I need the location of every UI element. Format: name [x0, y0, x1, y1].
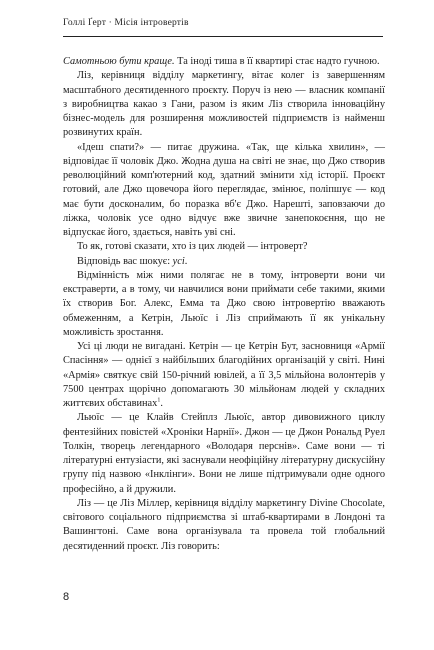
paragraph-6-tail: . — [160, 398, 163, 409]
paragraph-5: Відмінність між ними полягає не в тому, інтроверти вони чи екстраверти, а в тому, чи навчилися вони приймати себе такими, якими їх створив Бог. Алекс, Емма та Джо свою інтровертію вважають обмеженням, а Кетрін, Льюїс і Ліз сприймають її як унікальну можливість зростання. — [63, 269, 385, 338]
paragraph-8: Ліз — це Ліз Міллер, керівниця відділу маркетингу Divine Chocolate, світового соціального підприємства зі штаб-квартирами в Лондоні та Вашингтоні. Саме вона організувала та провела той глобальний десятиденний проєкт. Ліз говорить: — [63, 497, 385, 552]
paragraph-7: Льюїс — це Клайв Стейплз Льюїс, автор дивовижного циклу фентезійних повістей «Хроніки Нарнії». Джон — це Джон Рональд Руел Толкін, творець легендарного «Володаря перснів». Саме вони — ті літературні ентузіасти, які заснували неофіційну літературну дискусійну групу під назвою «Інклінги». Вони не лише підтримували одне одного професійно, а й дружили. — [63, 412, 385, 495]
running-head: Голлі Ґерт · Місія інтровертів — [63, 18, 189, 28]
header-rule — [63, 36, 383, 37]
paragraph-4-tail: . — [184, 255, 188, 267]
paragraph-0-rest: Та іноді тиша в її квартирі стає надто гучною. — [174, 56, 380, 67]
paragraph-6-body: Усі ці люди не вигадані. Кетрін — це Кетрін Бут, засновниця «Армії Спасіння» — однієї з найбільших благодійних організацій у світі. Нині «Армія» святкує свій 150-річний ювілей, а її 3,5 мільйона волонтерів у 7500 центрах щорічно допомагають 30 мільйонам людей у складних життєвих обставинах — [63, 341, 385, 409]
paragraph-0 — [63, 55, 385, 69]
page-number: 8 — [63, 591, 70, 603]
paragraph-6 — [63, 340, 385, 411]
paragraph-3: То як, готові сказати, хто із цих людей — інтроверт? — [77, 241, 308, 253]
paragraph-4-italic: усі — [172, 255, 185, 267]
footnote-marker[interactable]: 1 — [157, 397, 161, 404]
paragraph-4 — [63, 255, 385, 269]
paragraph-1: Ліз, керівниця відділу маркетингу, вітає колег із завершенням масштабного десятиденного проєкту. Поруч із нею — власник компанії з виробництва какао з Гани, разом із яким Ліз створила інноваційну бізнес-модель для розширення можливостей підприємств із найменш розвинутих країн. — [63, 70, 385, 139]
paragraph-4-lead: Відповідь вас шокує: — [77, 255, 173, 267]
paragraph-2: «Ідеш спати?» — питає дружина. «Так, ще кілька хвилин», — відповідає її чоловік Джо. Жодна душа на світі не знає, що Джо створив революційний комп'ютерний код, здатний змінити хід історії. Проєкт готовий, але Джо щовечора його переглядає, змінює, поліпшує — код має бути досконалим, бо поразка вб'є Джо. Нарешті, заповзаючи до ліжка, чоловік усе одно відчує вже звичне занепокоєння, що не відпускає його, здається, навіть уві сні. — [63, 141, 385, 238]
body-text — [63, 55, 385, 554]
italic-phrase: Самотньою бути краще. — [63, 56, 175, 67]
